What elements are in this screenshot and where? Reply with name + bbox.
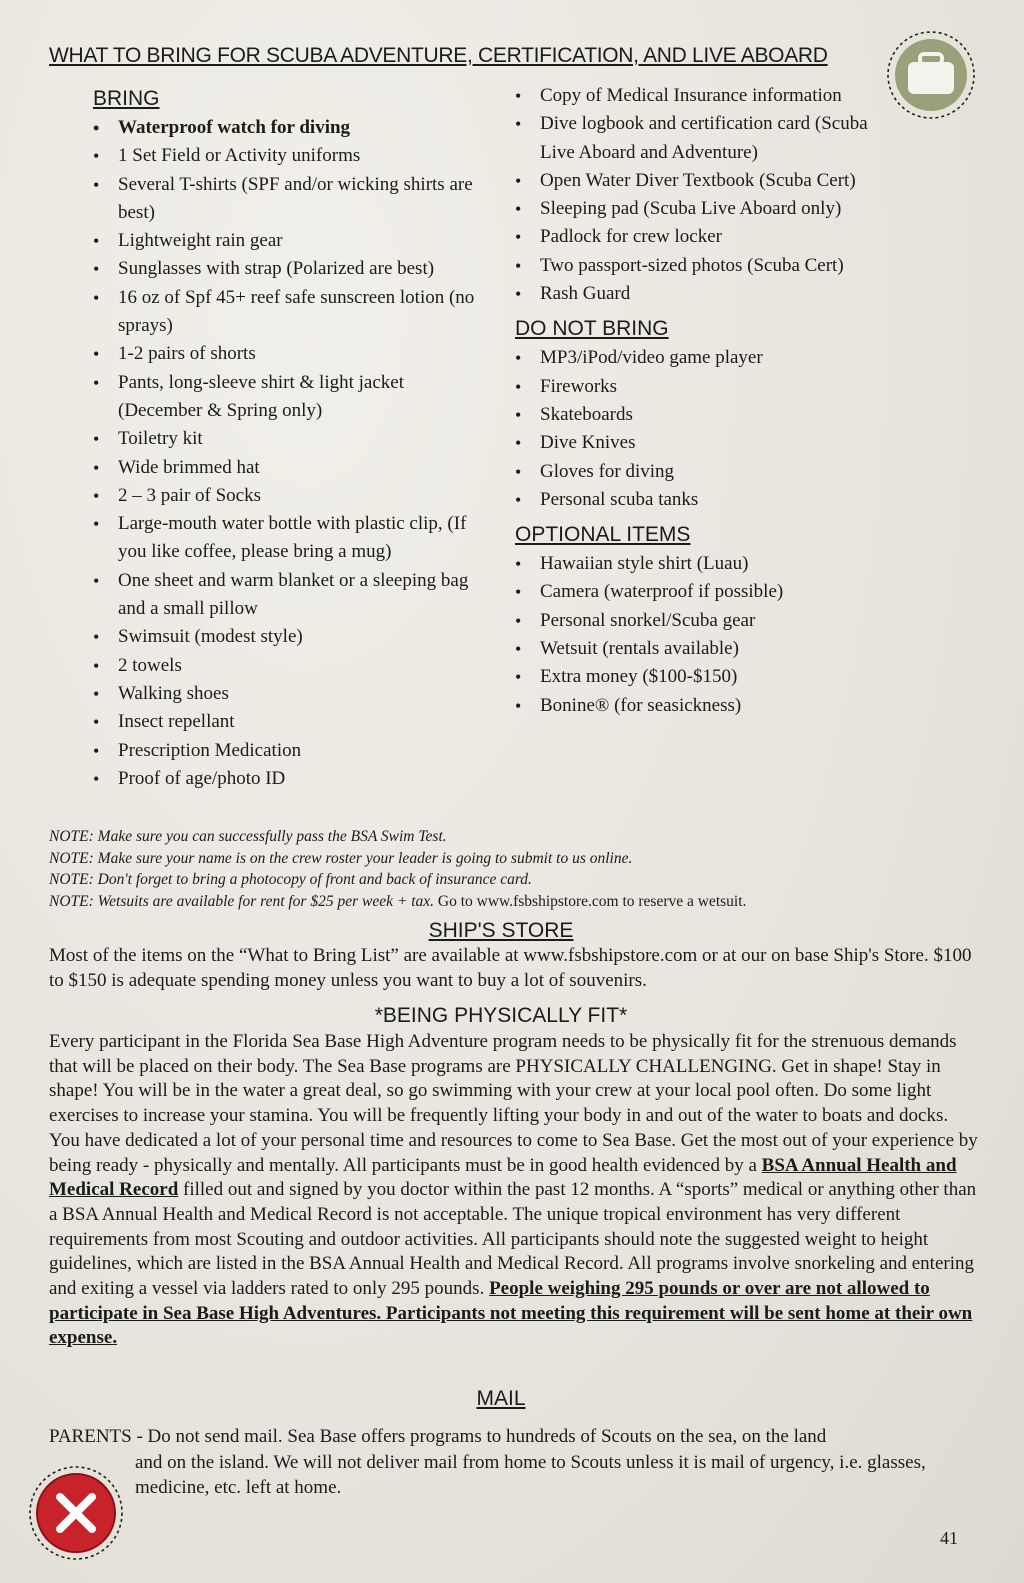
mail-text-line-1: PARENTS - Do not send mail. Sea Base offers programs to hundreds of Scouts on the sea, on the land xyxy=(49,1426,827,1447)
list-item: • Wetsuit (rentals available) xyxy=(515,635,905,663)
list-item: • Toiletry kit xyxy=(93,425,493,453)
do-not-bring-heading: DO NOT BRING xyxy=(515,317,669,341)
list-item: • Skateboards xyxy=(515,401,905,429)
list-item: • Prescription Medication xyxy=(93,737,493,765)
list-item: • Sunglasses with strap (Polarized are best) xyxy=(93,255,493,283)
physically-fit-heading: *BEING PHYSICALLY FIT* xyxy=(374,1004,628,1027)
note-wetsuit-link-text: Go to www.fsbshipstore.com to reserve a wetsuit. xyxy=(434,892,747,910)
optional-items-heading: OPTIONAL ITEMS xyxy=(515,523,691,547)
bring-column xyxy=(93,84,493,793)
note-crew-roster: NOTE: Make sure your name is on the crew roster your leader is going to submit to us online. xyxy=(49,849,633,867)
list-item: • MP3/iPod/video game player xyxy=(515,344,905,372)
list-item: • Rash Guard xyxy=(515,280,905,308)
fit-text-part-2: filled out and signed by you doctor within the past 12 months. A “sports” medical or anything other than a BSA Annual Health and Medical Record is not acceptable. The unique tropical environment has very different requirements from most Scouting and outdoor activities. All participants should note the suggested weight to height guidelines, which are listed in the BSA Annual Health and Medical Record. All programs involve snorkeling and entering and exiting a vessel via ladders rated to only 295 pounds. xyxy=(49,1179,977,1300)
right-column xyxy=(515,82,905,720)
list-item: • Dive logbook and certification card (Scuba Live Aboard and Adventure) xyxy=(515,110,905,167)
list-item: • Bonine® (for seasickness) xyxy=(515,692,905,720)
list-item: • 2 towels xyxy=(93,652,493,680)
list-item: • Sleeping pad (Scuba Live Aboard only) xyxy=(515,195,905,223)
bring-list xyxy=(93,114,493,793)
list-item: • Waterproof watch for diving xyxy=(93,114,493,142)
list-item: • Personal scuba tanks xyxy=(515,486,905,514)
ships-store-heading: SHIP'S STORE xyxy=(428,919,574,942)
list-item: • Wide brimmed hat xyxy=(93,454,493,482)
list-item: • Swimsuit (modest style) xyxy=(93,623,493,651)
list-item: • Copy of Medical Insurance information xyxy=(515,82,905,110)
list-item: • Gloves for diving xyxy=(515,458,905,486)
list-item: • Open Water Diver Textbook (Scuba Cert) xyxy=(515,167,905,195)
list-item: • Camera (waterproof if possible) xyxy=(515,578,905,606)
bring-heading: BRING xyxy=(93,87,160,110)
list-item: • Proof of age/photo ID xyxy=(93,765,493,793)
list-item: • One sheet and warm blanket or a sleeping bag and a small pillow xyxy=(93,567,493,624)
list-item: • 1 Set Field or Activity uniforms xyxy=(93,142,493,170)
list-item: • Fireworks xyxy=(515,373,905,401)
page-title: WHAT TO BRING FOR SCUBA ADVENTURE, CERTIFICATION, AND LIVE ABOARD xyxy=(49,44,828,67)
close-x-icon xyxy=(28,1465,124,1561)
list-item: • Padlock for crew locker xyxy=(515,223,905,251)
list-item: • Extra money ($100-$150) xyxy=(515,663,905,691)
note-wetsuit xyxy=(49,891,969,913)
list-item: • Two passport-sized photos (Scuba Cert) xyxy=(515,252,905,280)
note-insurance: NOTE: Don't forget to bring a photocopy of front and back of insurance card. xyxy=(49,871,532,889)
list-item: • Lightweight rain gear xyxy=(93,227,493,255)
list-item: • 2 – 3 pair of Socks xyxy=(93,482,493,510)
list-item: • Insect repellant xyxy=(93,708,493,736)
list-item: • Large-mouth water bottle with plastic clip, (If you like coffee, please bring a mug) xyxy=(93,510,493,567)
page-number: 41 xyxy=(940,1528,958,1548)
note-swim-test: NOTE: Make sure you can successfully pass the BSA Swim Test. xyxy=(49,828,447,845)
list-item: • Dive Knives xyxy=(515,429,905,457)
bring-list-continued xyxy=(515,82,905,308)
list-item: • Pants, long-sleeve shirt & light jacket (December & Spring only) xyxy=(93,369,493,426)
list-item: • 16 oz of Spf 45+ reef safe sunscreen lotion (no sprays) xyxy=(93,284,493,341)
physically-fit-text xyxy=(49,1030,979,1351)
ships-store-text: Most of the items on the “What to Bring List” are available at www.fsbshipstore.com or at our on base Ship's Store. $100 to $150 is adequate spending money unless you want to buy a lot of souvenirs. xyxy=(49,945,972,991)
list-item: • 1-2 pairs of shorts xyxy=(93,340,493,368)
weight-limit-warning: People weighing 295 pounds or over are not allowed to participate in Sea Base High Adventures. Participants not meeting this requirement will be sent home at their own expense. xyxy=(49,1278,973,1349)
optional-items-list xyxy=(515,550,905,720)
list-item: • Personal snorkel/Scuba gear xyxy=(515,607,905,635)
list-item: • Several T-shirts (SPF and/or wicking shirts are best) xyxy=(93,171,493,228)
list-item: • Walking shoes xyxy=(93,680,493,708)
mail-text-line-2: and on the island. We will not deliver mail from home to Scouts unless it is mail of urgency, i.e. glasses, medicine, etc. left at home. xyxy=(135,1452,926,1498)
list-item: • Hawaiian style shirt (Luau) xyxy=(515,550,905,578)
health-record-link[interactable]: BSA Annual Health and Medical Record xyxy=(49,1154,957,1201)
fit-text-part-1: Every participant in the Florida Sea Base High Adventure program needs to be physically fit for the strenuous demands that will be placed on their body. The Sea Base programs are PHYSICALLY CHALLENGING. Get in shape! Stay in shape! You will be in the water a great deal, so go swimming with your crew at your local pool often. Do some light exercises to increase your stamina. You will be frequently lifting your body in and out of the water to boats and docks. You have dedicated a lot of your personal time and resources to come to Sea Base. Get the most out of your experience by being ready - physically and mentally. All participants must be in good health evidenced by a xyxy=(49,1031,978,1176)
do-not-bring-list xyxy=(515,344,905,514)
notes-block xyxy=(49,826,969,912)
note-wetsuit-italic: NOTE: Wetsuits are available for rent for $25 per week + tax. xyxy=(49,892,435,910)
mail-heading: MAIL xyxy=(476,1387,526,1410)
